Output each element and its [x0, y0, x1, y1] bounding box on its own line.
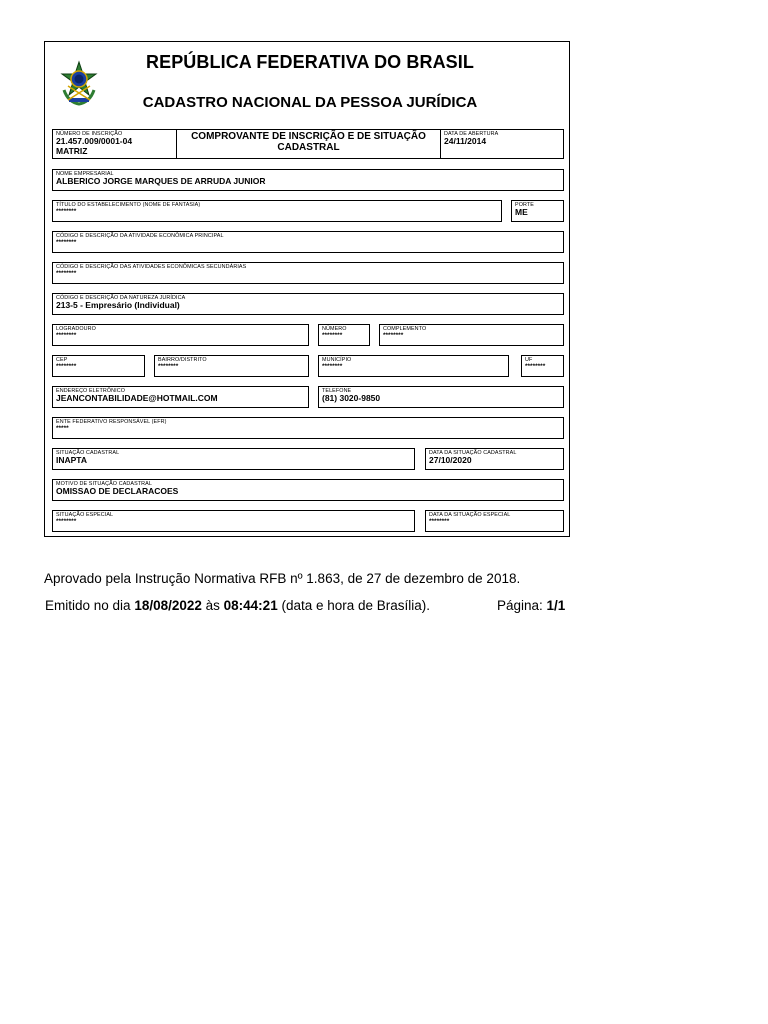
data-situacao-label: DATA DA SITUAÇÃO CADASTRAL	[429, 450, 517, 456]
uf-value: ********	[525, 363, 546, 370]
atividades-secundarias-value: ********	[56, 270, 77, 277]
atividades-secundarias-label: CÓDIGO E DESCRIÇÃO DAS ATIVIDADES ECONÔMICAS SECUNDÁRIAS	[56, 264, 247, 270]
cep-label: CEP	[56, 357, 68, 363]
emitted-date: 18/08/2022	[134, 598, 202, 613]
efr-value: *****	[56, 425, 69, 432]
efr-label: ENTE FEDERATIVO RESPONSÁVEL (EFR)	[56, 419, 167, 425]
situacao-especial-label: SITUAÇÃO ESPECIAL	[56, 512, 114, 518]
telefone-value: (81) 3020-9850	[322, 393, 381, 403]
bairro-label: BAIRRO/DISTRITO	[158, 357, 207, 363]
emitted-line	[45, 598, 430, 613]
page-value: 1/1	[546, 598, 566, 613]
comprovante-title-line2: CADASTRAL	[277, 142, 340, 153]
complemento-label: COMPLEMENTO	[383, 326, 427, 332]
emitted-at: às	[201, 598, 224, 613]
motivo-value: OMISSAO DE DECLARACOES	[56, 486, 179, 496]
fantasia-box	[52, 200, 502, 222]
page-subtitle: CADASTRO NACIONAL DA PESSOA JURÍDICA	[142, 94, 478, 111]
situacao-especial-value: ********	[56, 518, 77, 525]
numero-box	[318, 324, 370, 346]
inscricao-box	[52, 129, 177, 159]
atividade-principal-box	[52, 231, 564, 253]
natureza-juridica-label: CÓDIGO E DESCRIÇÃO DA NATUREZA JURÍDICA	[56, 295, 186, 301]
efr-box	[52, 417, 564, 439]
abertura-box	[440, 129, 564, 159]
municipio-label: MUNICÍPIO	[322, 357, 352, 363]
data-situacao-box	[425, 448, 564, 470]
uf-box	[521, 355, 564, 377]
cep-value: ********	[56, 363, 77, 370]
natureza-juridica-box	[52, 293, 564, 315]
numero-value: ********	[322, 332, 343, 339]
situacao-label: SITUAÇÃO CADASTRAL	[56, 450, 120, 456]
bairro-box	[154, 355, 309, 377]
email-label: ENDEREÇO ELETRÔNICO	[56, 388, 125, 394]
comprovante-title	[176, 129, 441, 159]
tipo-value: MATRIZ	[56, 145, 88, 156]
atividade-principal-label: CÓDIGO E DESCRIÇÃO DA ATIVIDADE ECONÔMICA PRINCIPAL	[56, 233, 224, 239]
comprovante-title-line1: COMPROVANTE DE INSCRIÇÃO E DE SITUAÇÃO	[191, 131, 426, 142]
page-indicator	[497, 598, 565, 613]
motivo-box	[52, 479, 564, 501]
municipio-value: ********	[322, 363, 343, 370]
atividade-principal-value: ********	[56, 239, 77, 246]
data-situacao-especial-label: DATA DA SITUAÇÃO ESPECIAL	[429, 512, 511, 518]
situacao-box	[52, 448, 415, 470]
fantasia-value: ********	[56, 208, 77, 215]
bairro-value: ********	[158, 363, 179, 370]
logradouro-box	[52, 324, 309, 346]
inscricao-label: NÚMERO DE INSCRIÇÃO	[56, 131, 123, 137]
data-situacao-especial-value: ********	[429, 518, 450, 525]
situacao-especial-box	[52, 510, 415, 532]
logradouro-label: LOGRADOURO	[56, 326, 96, 332]
motivo-label: MOTIVO DE SITUAÇÃO CADASTRAL	[56, 481, 152, 487]
natureza-juridica-value: 213-5 - Empresário (Individual)	[56, 300, 180, 310]
situacao-value: INAPTA	[56, 455, 88, 465]
complemento-box	[379, 324, 564, 346]
logradouro-value: ********	[56, 332, 77, 339]
telefone-label: TELEFONE	[322, 388, 352, 394]
emitted-prefix: Emitido no dia	[45, 598, 135, 613]
page-title: REPÚBLICA FEDERATIVA DO BRASIL	[145, 52, 474, 72]
telefone-box	[318, 386, 564, 408]
uf-label: UF	[525, 357, 533, 363]
data-situacao-value: 27/10/2020	[429, 455, 472, 465]
page-label: Página:	[497, 598, 547, 613]
data-situacao-especial-box	[425, 510, 564, 532]
abertura-value: 24/11/2014	[444, 136, 487, 146]
complemento-value: ********	[383, 332, 404, 339]
approved-text: Aprovado pela Instrução Normativa RFB nº 1.863, de 27 de dezembro de 2018.	[44, 571, 521, 586]
nome-empresarial-box	[52, 169, 564, 191]
atividades-secundarias-box	[52, 262, 564, 284]
nome-empresarial-value: ALBERICO JORGE MARQUES DE ARRUDA JUNIOR	[56, 176, 266, 186]
fantasia-label: TÍTULO DO ESTABELECIMENTO (NOME DE FANTASIA)	[56, 202, 201, 208]
cep-box	[52, 355, 145, 377]
numero-label: NÚMERO	[322, 326, 347, 332]
emitted-suffix: (data e hora de Brasília).	[277, 598, 431, 613]
cnpj-value: 21.457.009/0001-04	[56, 136, 133, 146]
email-value: JEANCONTABILIDADE@HOTMAIL.COM	[56, 393, 218, 403]
email-box	[52, 386, 309, 408]
nome-empresarial-label: NOME EMPRESARIAL	[56, 171, 114, 177]
porte-box	[511, 200, 564, 222]
abertura-label: DATA DE ABERTURA	[444, 131, 499, 137]
municipio-box	[318, 355, 509, 377]
porte-label: PORTE	[515, 202, 534, 208]
emitted-time: 08:44:21	[223, 598, 278, 613]
porte-value: ME	[515, 207, 528, 217]
